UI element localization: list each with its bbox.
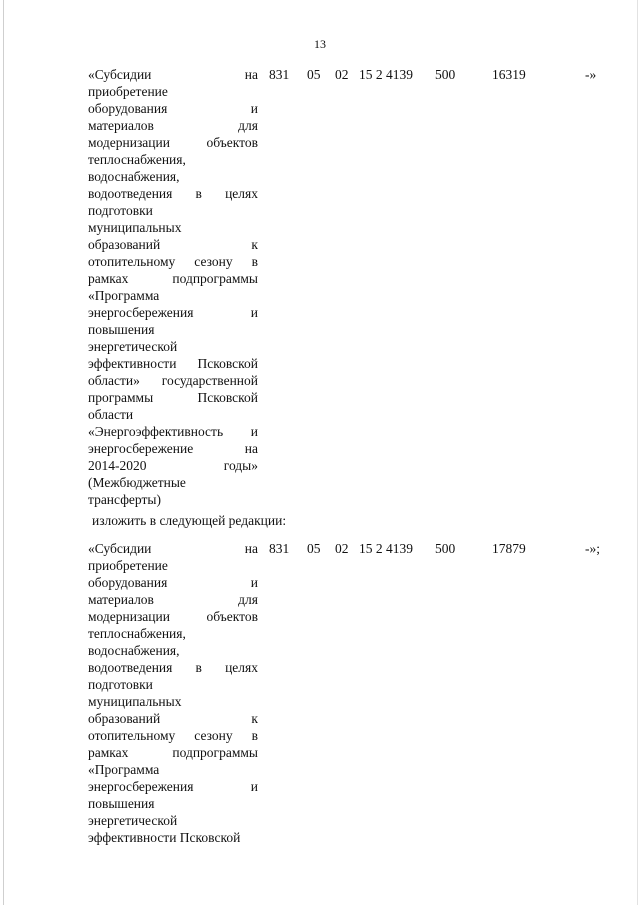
entry-line-row (88, 642, 628, 659)
entry-text-line: области» государственной (88, 373, 258, 388)
entry-text-line: муниципальных (88, 220, 182, 235)
entry-line-row (88, 304, 628, 321)
entry-line-row (88, 423, 628, 440)
entry-text-line: подготовки (88, 677, 153, 692)
entry-text-line: водоснабжения, (88, 169, 180, 184)
closing-mark: -» (585, 67, 597, 82)
entry-text-line: (Межбюджетные (88, 475, 186, 490)
entry-line-row (88, 761, 628, 778)
expense-type-code: 500 (435, 67, 456, 82)
subsection-code: 02 (335, 67, 349, 82)
entry-text-line: области (88, 407, 134, 422)
section-code: 05 (307, 67, 321, 82)
entry-text-line: «Программа (88, 762, 160, 777)
entry-text-line: рамках подпрограммы (88, 745, 258, 760)
entry-text-line: повышения (88, 796, 155, 811)
entry-line-row (88, 270, 628, 287)
entry-text-line: теплоснабжения, (88, 626, 186, 641)
entry-line-row (88, 625, 628, 642)
entry-text-line: образований к (88, 711, 258, 726)
entry-line-row (88, 236, 628, 253)
entry-text-line: «Программа (88, 288, 160, 303)
entry-text-line: трансферты) (88, 492, 161, 507)
amount-value: 16319 (492, 67, 526, 82)
entry-line-row (88, 100, 628, 117)
expense-type-code: 500 (435, 541, 456, 556)
entry-text-line: энергосбережения и (88, 305, 258, 320)
entry-line-row (88, 185, 628, 202)
entry-line-row (88, 338, 628, 355)
entry-line-row (88, 659, 628, 676)
entry-text-line: энергетической (88, 339, 178, 354)
entry-text-line: отопительному сезону в (88, 254, 258, 269)
budget-entry-first-row (88, 540, 628, 557)
budget-entry-old (88, 66, 628, 508)
entry-line-row (88, 491, 628, 508)
entry-line-row (88, 117, 628, 134)
entry-text-line: энергосбережение на (88, 441, 258, 456)
entry-line-row (88, 406, 628, 423)
ministry-code: 831 (269, 541, 290, 556)
ministry-code: 831 (269, 67, 290, 82)
target-article-code: 15 2 4139 (359, 67, 413, 82)
entry-line-row (88, 168, 628, 185)
entry-line-row (88, 372, 628, 389)
budget-entry-first-row (88, 66, 628, 83)
section-code: 05 (307, 541, 321, 556)
entry-text-line: теплоснабжения, (88, 152, 186, 167)
entry-line-row (88, 474, 628, 491)
entry-text-line: модернизации объектов (88, 135, 258, 150)
entry-line-row (88, 355, 628, 372)
amount-value: 17879 (492, 541, 526, 556)
entry-line-row (88, 219, 628, 236)
entry-text-line: приобретение (88, 558, 168, 573)
entry-text-line: рамках подпрограммы (88, 271, 258, 286)
entry-text-line: «Субсидии на (88, 67, 258, 82)
entry-line-row (88, 676, 628, 693)
entry-line-row (88, 829, 628, 846)
entry-text-line: энергосбережения и (88, 779, 258, 794)
entry-text-line: эффективности Псковской (88, 356, 258, 371)
entry-text-line: «Энергоэффективность и (88, 424, 258, 439)
entry-line-row (88, 727, 628, 744)
entry-line-row (88, 795, 628, 812)
entry-line-row (88, 608, 628, 625)
entry-text-line: энергетической (88, 813, 178, 828)
entry-line-row (88, 744, 628, 761)
subsection-code: 02 (335, 541, 349, 556)
entry-line-row (88, 457, 628, 474)
entry-text-line: отопительному сезону в (88, 728, 258, 743)
entry-line-row (88, 574, 628, 591)
entry-text-line: модернизации объектов (88, 609, 258, 624)
entry-line-row (88, 151, 628, 168)
entry-text-line: материалов для (88, 118, 258, 133)
amendment-connector-text: изложить в следующей редакции: (92, 513, 287, 528)
entry-line-row (88, 440, 628, 457)
entry-text-line: 2014-2020 годы» (88, 458, 258, 473)
entry-line-row (88, 321, 628, 338)
entry-text-line: оборудования и (88, 101, 258, 116)
scan-edge-right (637, 0, 638, 905)
entry-text-line: оборудования и (88, 575, 258, 590)
entry-text-line: эффективности Псковской (88, 830, 241, 845)
budget-entry-new (88, 540, 628, 846)
entry-line-row (88, 693, 628, 710)
entry-text-line: материалов для (88, 592, 258, 607)
entry-text-block (88, 557, 628, 846)
entry-line-row (88, 812, 628, 829)
entry-line-row (88, 778, 628, 795)
entry-text-block (88, 83, 628, 508)
page-number: 13 (314, 37, 326, 51)
entry-line-row (88, 389, 628, 406)
entry-line-row (88, 591, 628, 608)
entry-text-line: муниципальных (88, 694, 182, 709)
entry-text-line: повышения (88, 322, 155, 337)
entry-line-row (88, 202, 628, 219)
entry-line-row (88, 83, 628, 100)
entry-text-line: образований к (88, 237, 258, 252)
entry-line-row (88, 253, 628, 270)
entry-text-line: водоотведения в целях (88, 660, 258, 675)
target-article-code: 15 2 4139 (359, 541, 413, 556)
closing-mark: -»; (585, 541, 600, 556)
entry-line-row (88, 134, 628, 151)
entry-line-row (88, 710, 628, 727)
entry-text-line: «Субсидии на (88, 541, 258, 556)
entry-text-line: водоснабжения, (88, 643, 180, 658)
scan-edge-left (3, 0, 4, 905)
entry-line-row (88, 557, 628, 574)
entry-text-line: водоотведения в целях (88, 186, 258, 201)
entry-line-row (88, 287, 628, 304)
entry-text-line: подготовки (88, 203, 153, 218)
entry-text-line: программы Псковской (88, 390, 258, 405)
entry-text-line: приобретение (88, 84, 168, 99)
